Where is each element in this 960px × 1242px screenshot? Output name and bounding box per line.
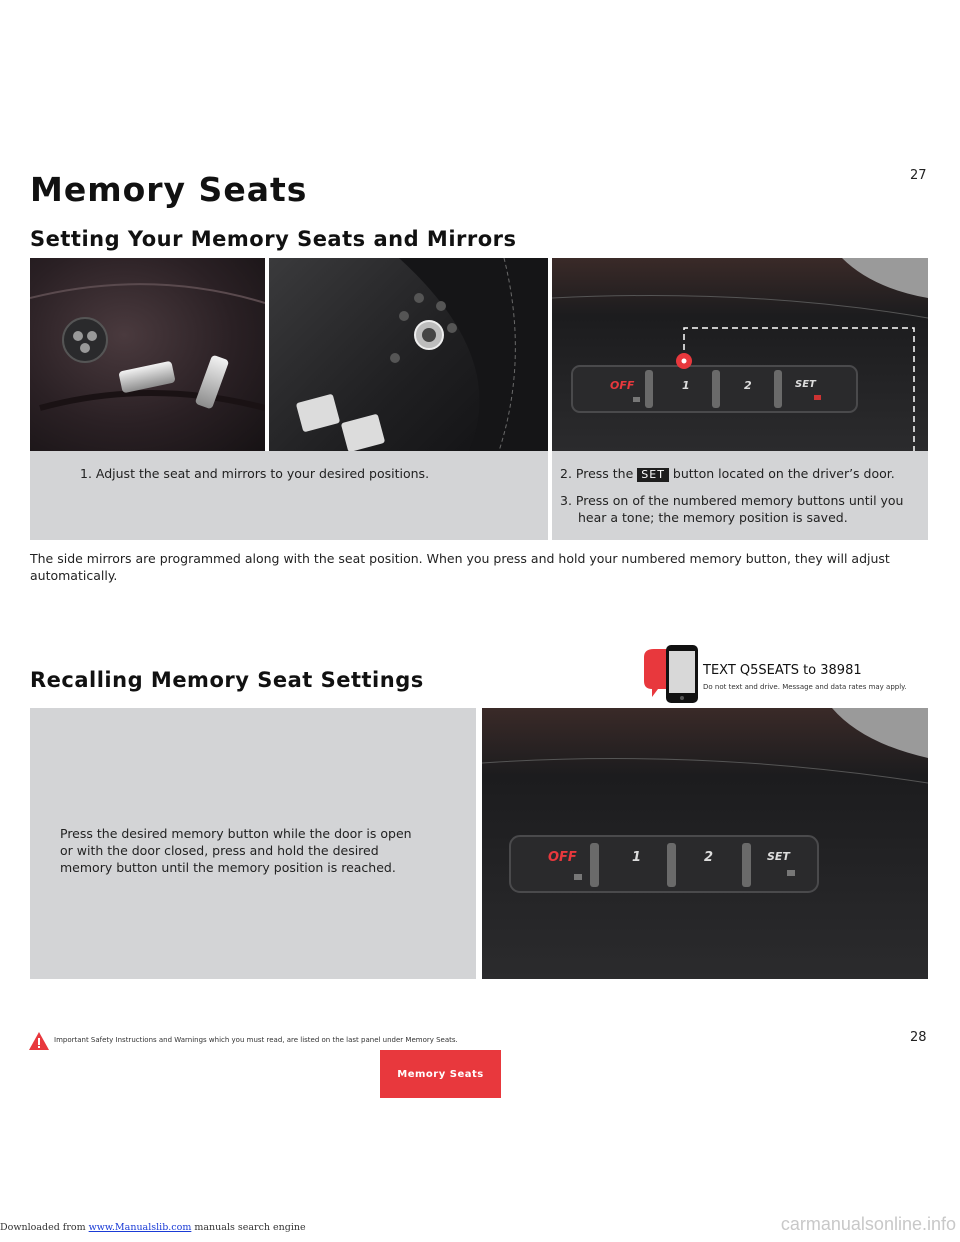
step-3-line2: hear a tone; the memory position is saved. <box>578 510 848 525</box>
safety-note: Important Safety Instructions and Warnings which you must read, are listed on the last panel under Memory Seats. <box>54 1036 458 1044</box>
section-heading-recalling: Recalling Memory Seat Settings <box>30 668 424 692</box>
memory-2-button-label: 2 <box>744 379 752 392</box>
set-button-label-large: SET <box>767 850 790 863</box>
text-promo-disclaimer: Do not text and drive. Message and data rates may apply. <box>703 683 907 691</box>
recall-instructions: Press the desired memory button while the door is open or with the door closed, press and hold the desired memory button until the memory position is reached. <box>60 826 412 875</box>
door-buttons-large-photo <box>482 708 928 979</box>
set-button-label: SET <box>795 379 816 390</box>
warning-icon <box>28 1031 50 1051</box>
step-3-line1: 3. Press on of the numbered memory buttons until you <box>560 493 904 508</box>
download-line <box>0 1222 306 1233</box>
off-button-label-large: OFF <box>548 850 577 865</box>
step-2-suffix: button located on the driver’s door. <box>672 466 895 481</box>
step-2 <box>560 465 895 482</box>
memory-1-button-label-large: 1 <box>632 850 642 865</box>
step-1: 1. Adjust the seat and mirrors to your desired positions. <box>80 466 430 481</box>
step-2-prefix: 2. Press the <box>560 466 634 481</box>
watermark: carmanualsonline.info <box>780 1214 956 1234</box>
text-promo-title: TEXT Q5SEATS to 38981 <box>703 663 862 678</box>
mirror-note: The side mirrors are programmed along with the seat position. When you press and hold your numbered memory button, they will adjust automatically. <box>30 551 890 583</box>
page-number-bottom: 28 <box>910 1030 927 1045</box>
manualslib-link[interactable]: www.Manualslib.com <box>88 1222 192 1233</box>
section-tab[interactable]: Memory Seats <box>380 1050 501 1098</box>
page-number-top: 27 <box>910 168 927 183</box>
mirror-controls-photo <box>269 258 548 451</box>
phone-icon <box>640 645 700 705</box>
section-heading-setting: Setting Your Memory Seats and Mirrors <box>30 227 517 251</box>
page-title: Memory Seats <box>30 170 308 209</box>
memory-1-button-label: 1 <box>682 379 690 392</box>
off-button-label: OFF <box>610 379 635 392</box>
memory-2-button-label-large: 2 <box>704 850 714 865</box>
seat-controls-photo <box>30 258 265 451</box>
download-suffix: manuals search engine <box>191 1222 306 1233</box>
download-prefix: Downloaded from <box>0 1222 86 1233</box>
set-chip: SET <box>637 468 669 482</box>
